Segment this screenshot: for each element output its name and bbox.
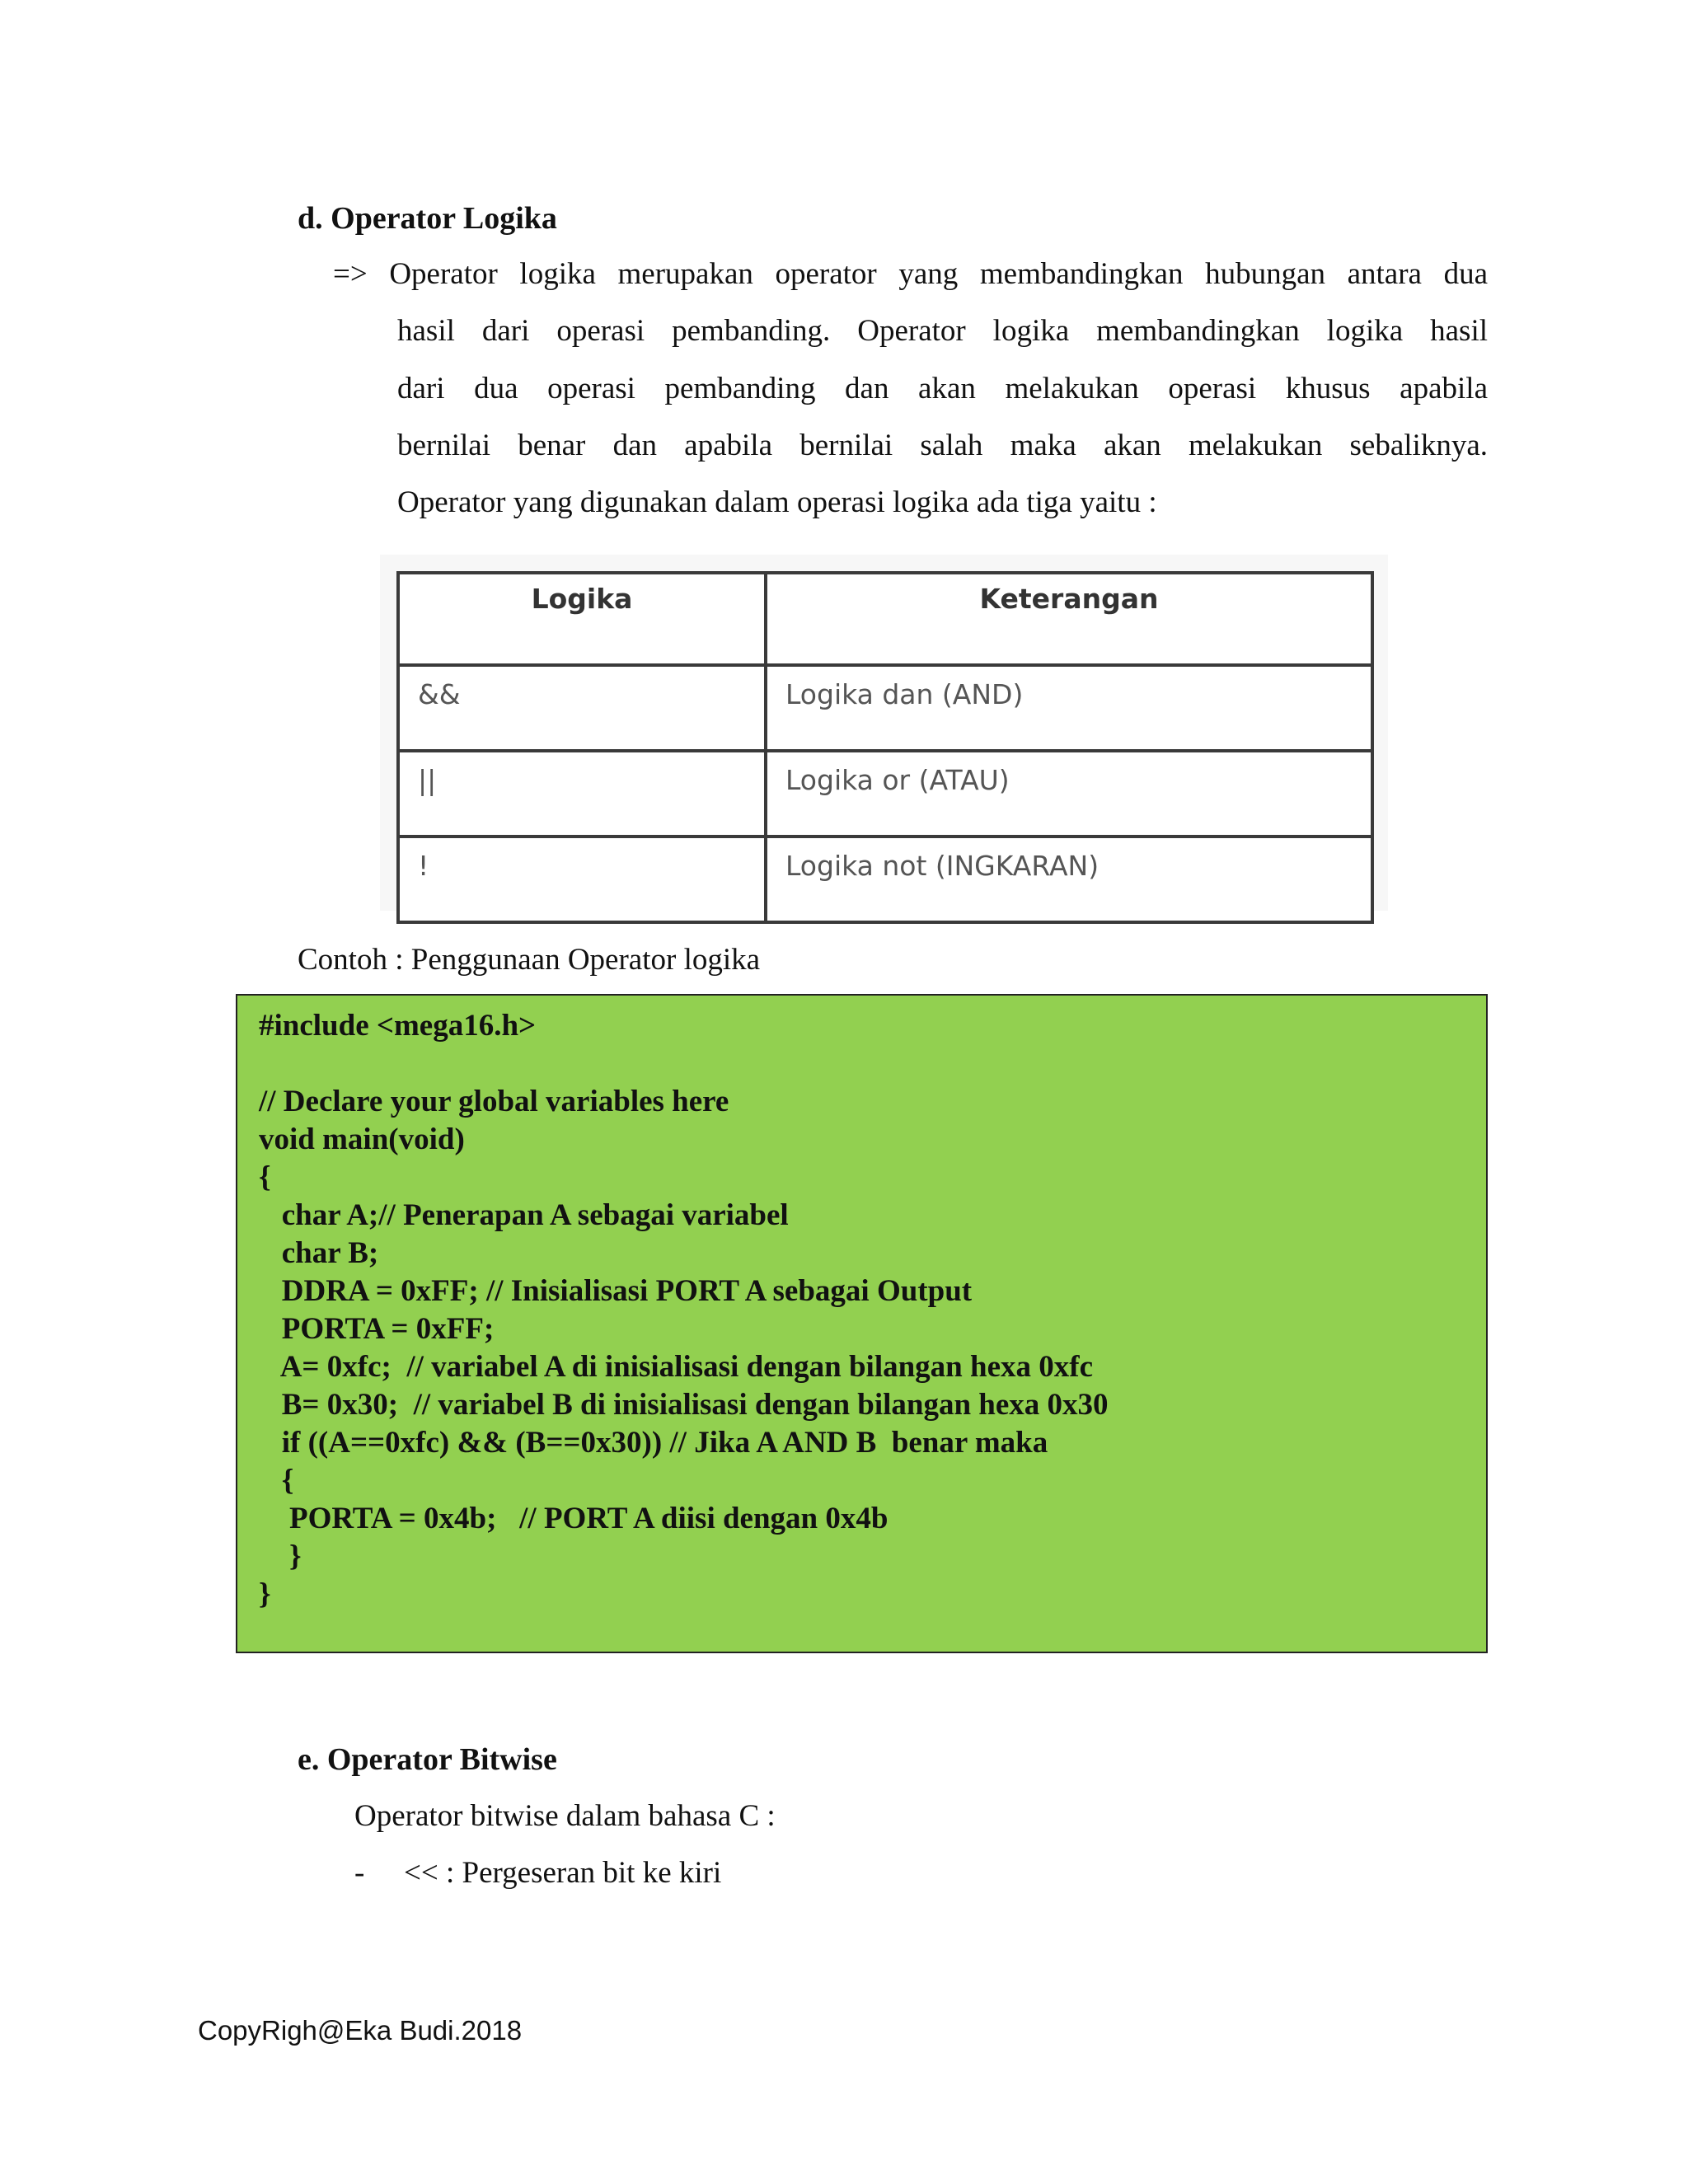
code-line: void main(void) [259, 1122, 465, 1156]
code-line: // Declare your global variables here [259, 1085, 729, 1118]
paragraph-line-4: bernilai benar dan apabila bernilai salah maka akan melakukan sebaliknya. [397, 429, 1488, 462]
copyright-footer: CopyRigh@Eka Budi.2018 [198, 2015, 523, 2046]
operator-cell: && [398, 665, 766, 751]
table-row [398, 751, 1372, 837]
description-cell: Logika not (INGKARAN) [766, 837, 1372, 922]
code-line: { [259, 1464, 294, 1497]
code-line: #include <mega16.h> [259, 1009, 537, 1043]
paragraph-line-5: Operator yang digunakan dalam operasi logika ada tiga yaitu : [397, 485, 1157, 519]
code-line: } [259, 1540, 302, 1573]
code-line: PORTA = 0x4b; // PORT A diisi dengan 0x4b [259, 1502, 889, 1535]
description-cell: Logika or (ATAU) [766, 751, 1372, 837]
example-label: Contoh : Penggunaan Operator logika [298, 943, 761, 977]
logic-operator-table [396, 571, 1374, 924]
operator-cell: ! [398, 837, 766, 922]
code-line: if ((A==0xfc) && (B==0x30)) // Jika A AND B benar maka [259, 1426, 1048, 1460]
paragraph-line-1: => Operator logika merupakan operator yang membandingkan hubungan antara dua [333, 257, 1488, 291]
logic-operator-table-figure [380, 555, 1388, 911]
table-row [398, 837, 1372, 922]
header-keterangan: Keterangan [766, 573, 1372, 665]
code-line: A= 0xfc; // variabel A di inisialisasi dengan bilangan hexa 0xfc [259, 1350, 1094, 1384]
section-e-title: e. Operator Bitwise [298, 1742, 557, 1777]
code-line: char B; [259, 1236, 379, 1270]
bitwise-item-bullet: - [354, 1856, 365, 1890]
bitwise-intro: Operator bitwise dalam bahasa C : [354, 1799, 776, 1833]
bitwise-item-shift-left: << : Pergeseran bit ke kiri [404, 1856, 722, 1890]
paragraph-line-3: dari dua operasi pembanding dan akan melakukan operasi khusus apabila [397, 372, 1488, 405]
code-example-box [236, 994, 1488, 1653]
code-line: DDRA = 0xFF; // Inisialisasi PORT A sebagai Output [259, 1274, 973, 1308]
section-d-title: d. Operator Logika [298, 201, 557, 236]
operator-cell: || [398, 751, 766, 837]
code-line: PORTA = 0xFF; [259, 1312, 495, 1346]
code-line: B= 0x30; // variabel B di inisialisasi dengan bilangan hexa 0x30 [259, 1388, 1109, 1422]
table-header-row [398, 573, 1372, 665]
code-line: } [259, 1577, 271, 1611]
paragraph-line-2: hasil dari operasi pembanding. Operator logika membandingkan logika hasil [397, 314, 1488, 348]
table-row [398, 665, 1372, 751]
description-cell: Logika dan (AND) [766, 665, 1372, 751]
header-logika: Logika [398, 573, 766, 665]
code-line: { [259, 1160, 271, 1194]
code-line: char A;// Penerapan A sebagai variabel [259, 1198, 789, 1232]
